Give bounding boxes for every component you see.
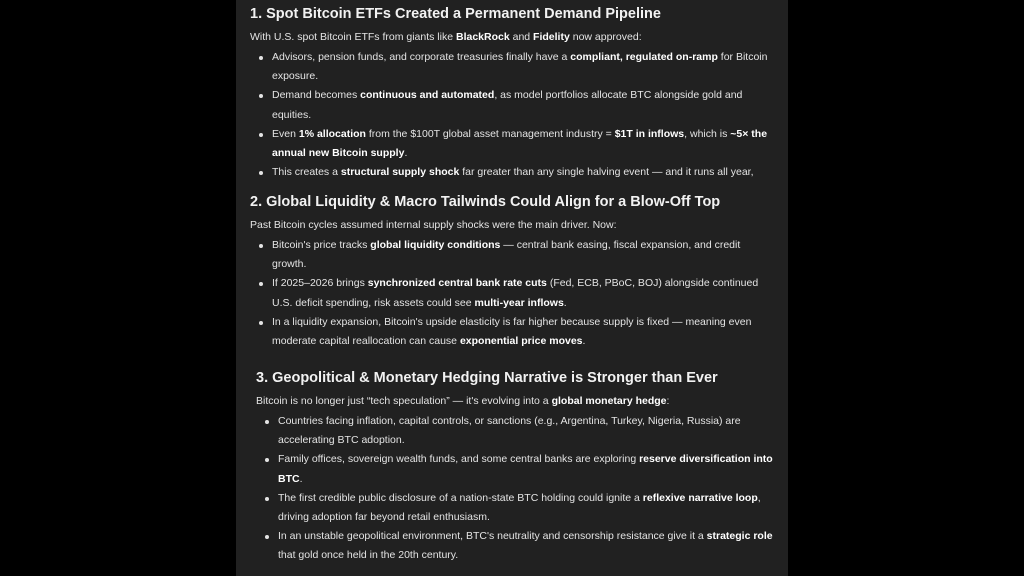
section-heading: 3. Geopolitical & Monetary Hedging Narrative is Stronger than Ever (256, 370, 718, 386)
bullet-item: Bitcoin's price tracks global liquidity conditions — central bank easing, fiscal expansion, and credit growth. (272, 236, 777, 274)
bold-emphasis: BlackRock (455, 31, 510, 43)
bold-emphasis: reflexive narrative loop (642, 491, 758, 504)
section-spot-bitcoin-etfs (250, 4, 788, 182)
bold-emphasis: global liquidity conditions (370, 239, 501, 251)
bullet-item: This creates a structural supply shock far greater than any single halving event — and it runs all year, (272, 163, 777, 182)
bullet-item: If 2025–2026 brings synchronized central bank rate cuts (Fed, ECB, PBoC, BOJ) alongside continued U.S. deficit spending, risk assets could see multi-year inflows. (272, 274, 777, 312)
bold-emphasis: ~5× the annual new Bitcoin supply (272, 127, 768, 160)
bold-emphasis: structural supply shock (340, 166, 460, 179)
section-geopolitical-hedging (256, 368, 788, 566)
bullet-list (256, 412, 788, 566)
bold-emphasis: $1T in inflows (614, 127, 685, 140)
bold-emphasis: synchronized central bank rate cuts (367, 277, 547, 290)
bullet-item: Family offices, sovereign wealth funds, and some central banks are exploring reserve diversification into BTC. (278, 450, 773, 488)
section-intro: Bitcoin is no longer just “tech speculation” — it's evolving into a global monetary hedge: (256, 395, 670, 407)
bullet-list (250, 48, 788, 182)
bold-emphasis: reserve diversification into BTC (278, 453, 773, 485)
bold-emphasis: exponential price moves (459, 335, 583, 348)
bullet-item: Demand becomes continuous and automated, as model portfolios allocate BTC alongside gold and equities. (272, 86, 777, 124)
bold-emphasis: multi-year inflows (474, 296, 564, 309)
bullet-list (250, 236, 788, 351)
document-panel (236, 0, 788, 576)
section-heading: 2. Global Liquidity & Macro Tailwinds Could Align for a Blow-Off Top (250, 194, 721, 210)
bold-emphasis: Fidelity (533, 31, 570, 43)
section-intro: Past Bitcoin cycles assumed internal supply shocks were the main driver. Now: (250, 219, 617, 231)
section-global-liquidity (250, 192, 788, 351)
bullet-item: Countries facing inflation, capital controls, or sanctions (e.g., Argentina, Turkey, Nigeria, Russia) are accelerating BTC adoption. (278, 412, 773, 450)
bold-emphasis: 1% allocation (298, 127, 366, 140)
section-intro: With U.S. spot Bitcoin ETFs from giants like BlackRock and Fidelity now approved: (250, 31, 642, 43)
bold-emphasis: compliant, regulated on-ramp (570, 51, 718, 63)
bold-emphasis: strategic role (706, 530, 773, 543)
bold-emphasis: continuous and automated (360, 89, 495, 102)
bullet-item: Even 1% allocation from the $100T global asset management industry = $1T in inflows, which is ~5× the annual new Bitcoin supply. (272, 125, 777, 163)
bullet-item: In an unstable geopolitical environment, BTC's neutrality and censorship resistance give it a strategic role that gold once held in the 20th century. (278, 527, 773, 565)
bold-emphasis: global monetary hedge (551, 395, 667, 407)
bullet-item: Advisors, pension funds, and corporate treasuries finally have a compliant, regulated on-ramp for Bitcoin exposure. (272, 48, 777, 86)
section-heading: 1. Spot Bitcoin ETFs Created a Permanent Demand Pipeline (250, 6, 661, 22)
bullet-item: In a liquidity expansion, Bitcoin's upside elasticity is far higher because supply is fixed — meaning even moderate capital reallocation can cause exponential price moves. (272, 313, 777, 351)
bullet-item: The first credible public disclosure of a nation-state BTC holding could ignite a reflexive narrative loop, driving adoption far beyond retail enthusiasm. (278, 489, 773, 527)
